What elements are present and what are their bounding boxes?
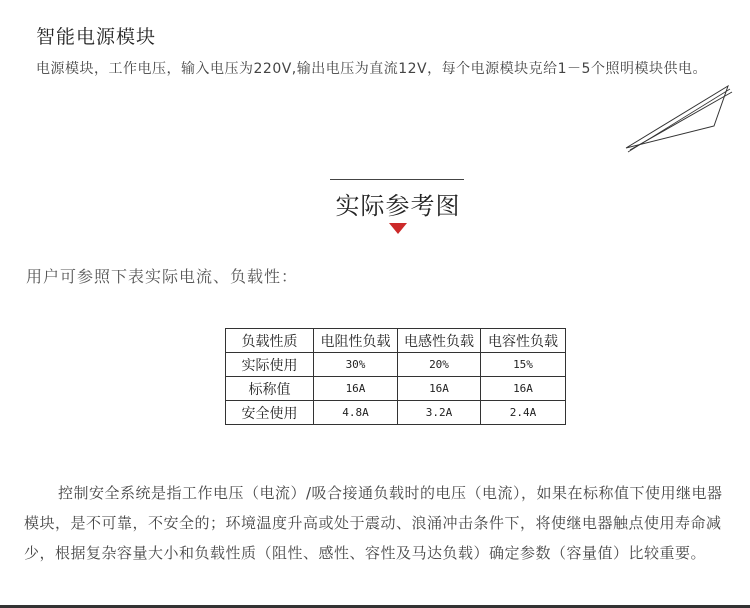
table-header-cell: 电感性负载 bbox=[398, 329, 481, 353]
table-cell: 2.4A bbox=[481, 401, 566, 425]
table-header-cell: 负载性质 bbox=[226, 329, 314, 353]
table-header-cell: 电容性负载 bbox=[481, 329, 566, 353]
table-row bbox=[226, 377, 566, 401]
table-header-row bbox=[226, 329, 566, 353]
table-row-label: 实际使用 bbox=[226, 353, 314, 377]
table-cell: 15% bbox=[481, 353, 566, 377]
lead-text: 用户可参照下表实际电流、负载性： bbox=[26, 267, 299, 286]
pen-decoration-icon bbox=[624, 82, 734, 154]
module-title: 智能电源模块 bbox=[36, 26, 157, 48]
load-spec-table bbox=[225, 328, 566, 425]
section-divider bbox=[330, 179, 464, 180]
body-paragraph: 控制安全系统是指工作电压（电流）/吸合接通负载时的电压（电流），如果在标称值下使用继电器模块，是不可靠，不安全的；环境温度升高或处于震动、浪涌冲击条件下，将使继电器触点使用寿命减少，根据复杂容量大小和负载性质（阻性、感性、容性及马达负载）确定参数（容量值）比较重要。 bbox=[24, 484, 723, 562]
table-row-label: 标称值 bbox=[226, 377, 314, 401]
section-title: 实际参考图 bbox=[335, 192, 461, 220]
module-description: 电源模块，工作电压，输入电压为220V,输出电压为直流12V，每个电源模块克给1－5个照明模块供电。 bbox=[36, 61, 707, 77]
table-cell: 16A bbox=[481, 377, 566, 401]
table-cell: 20% bbox=[398, 353, 481, 377]
table-row bbox=[226, 401, 566, 425]
triangle-down-icon bbox=[389, 223, 407, 234]
table-cell: 4.8A bbox=[314, 401, 398, 425]
table-header-cell: 电阻性负载 bbox=[314, 329, 398, 353]
table-cell: 3.2A bbox=[398, 401, 481, 425]
table-row-label: 安全使用 bbox=[226, 401, 314, 425]
table-row bbox=[226, 353, 566, 377]
table-cell: 30% bbox=[314, 353, 398, 377]
table-cell: 16A bbox=[398, 377, 481, 401]
table-cell: 16A bbox=[314, 377, 398, 401]
